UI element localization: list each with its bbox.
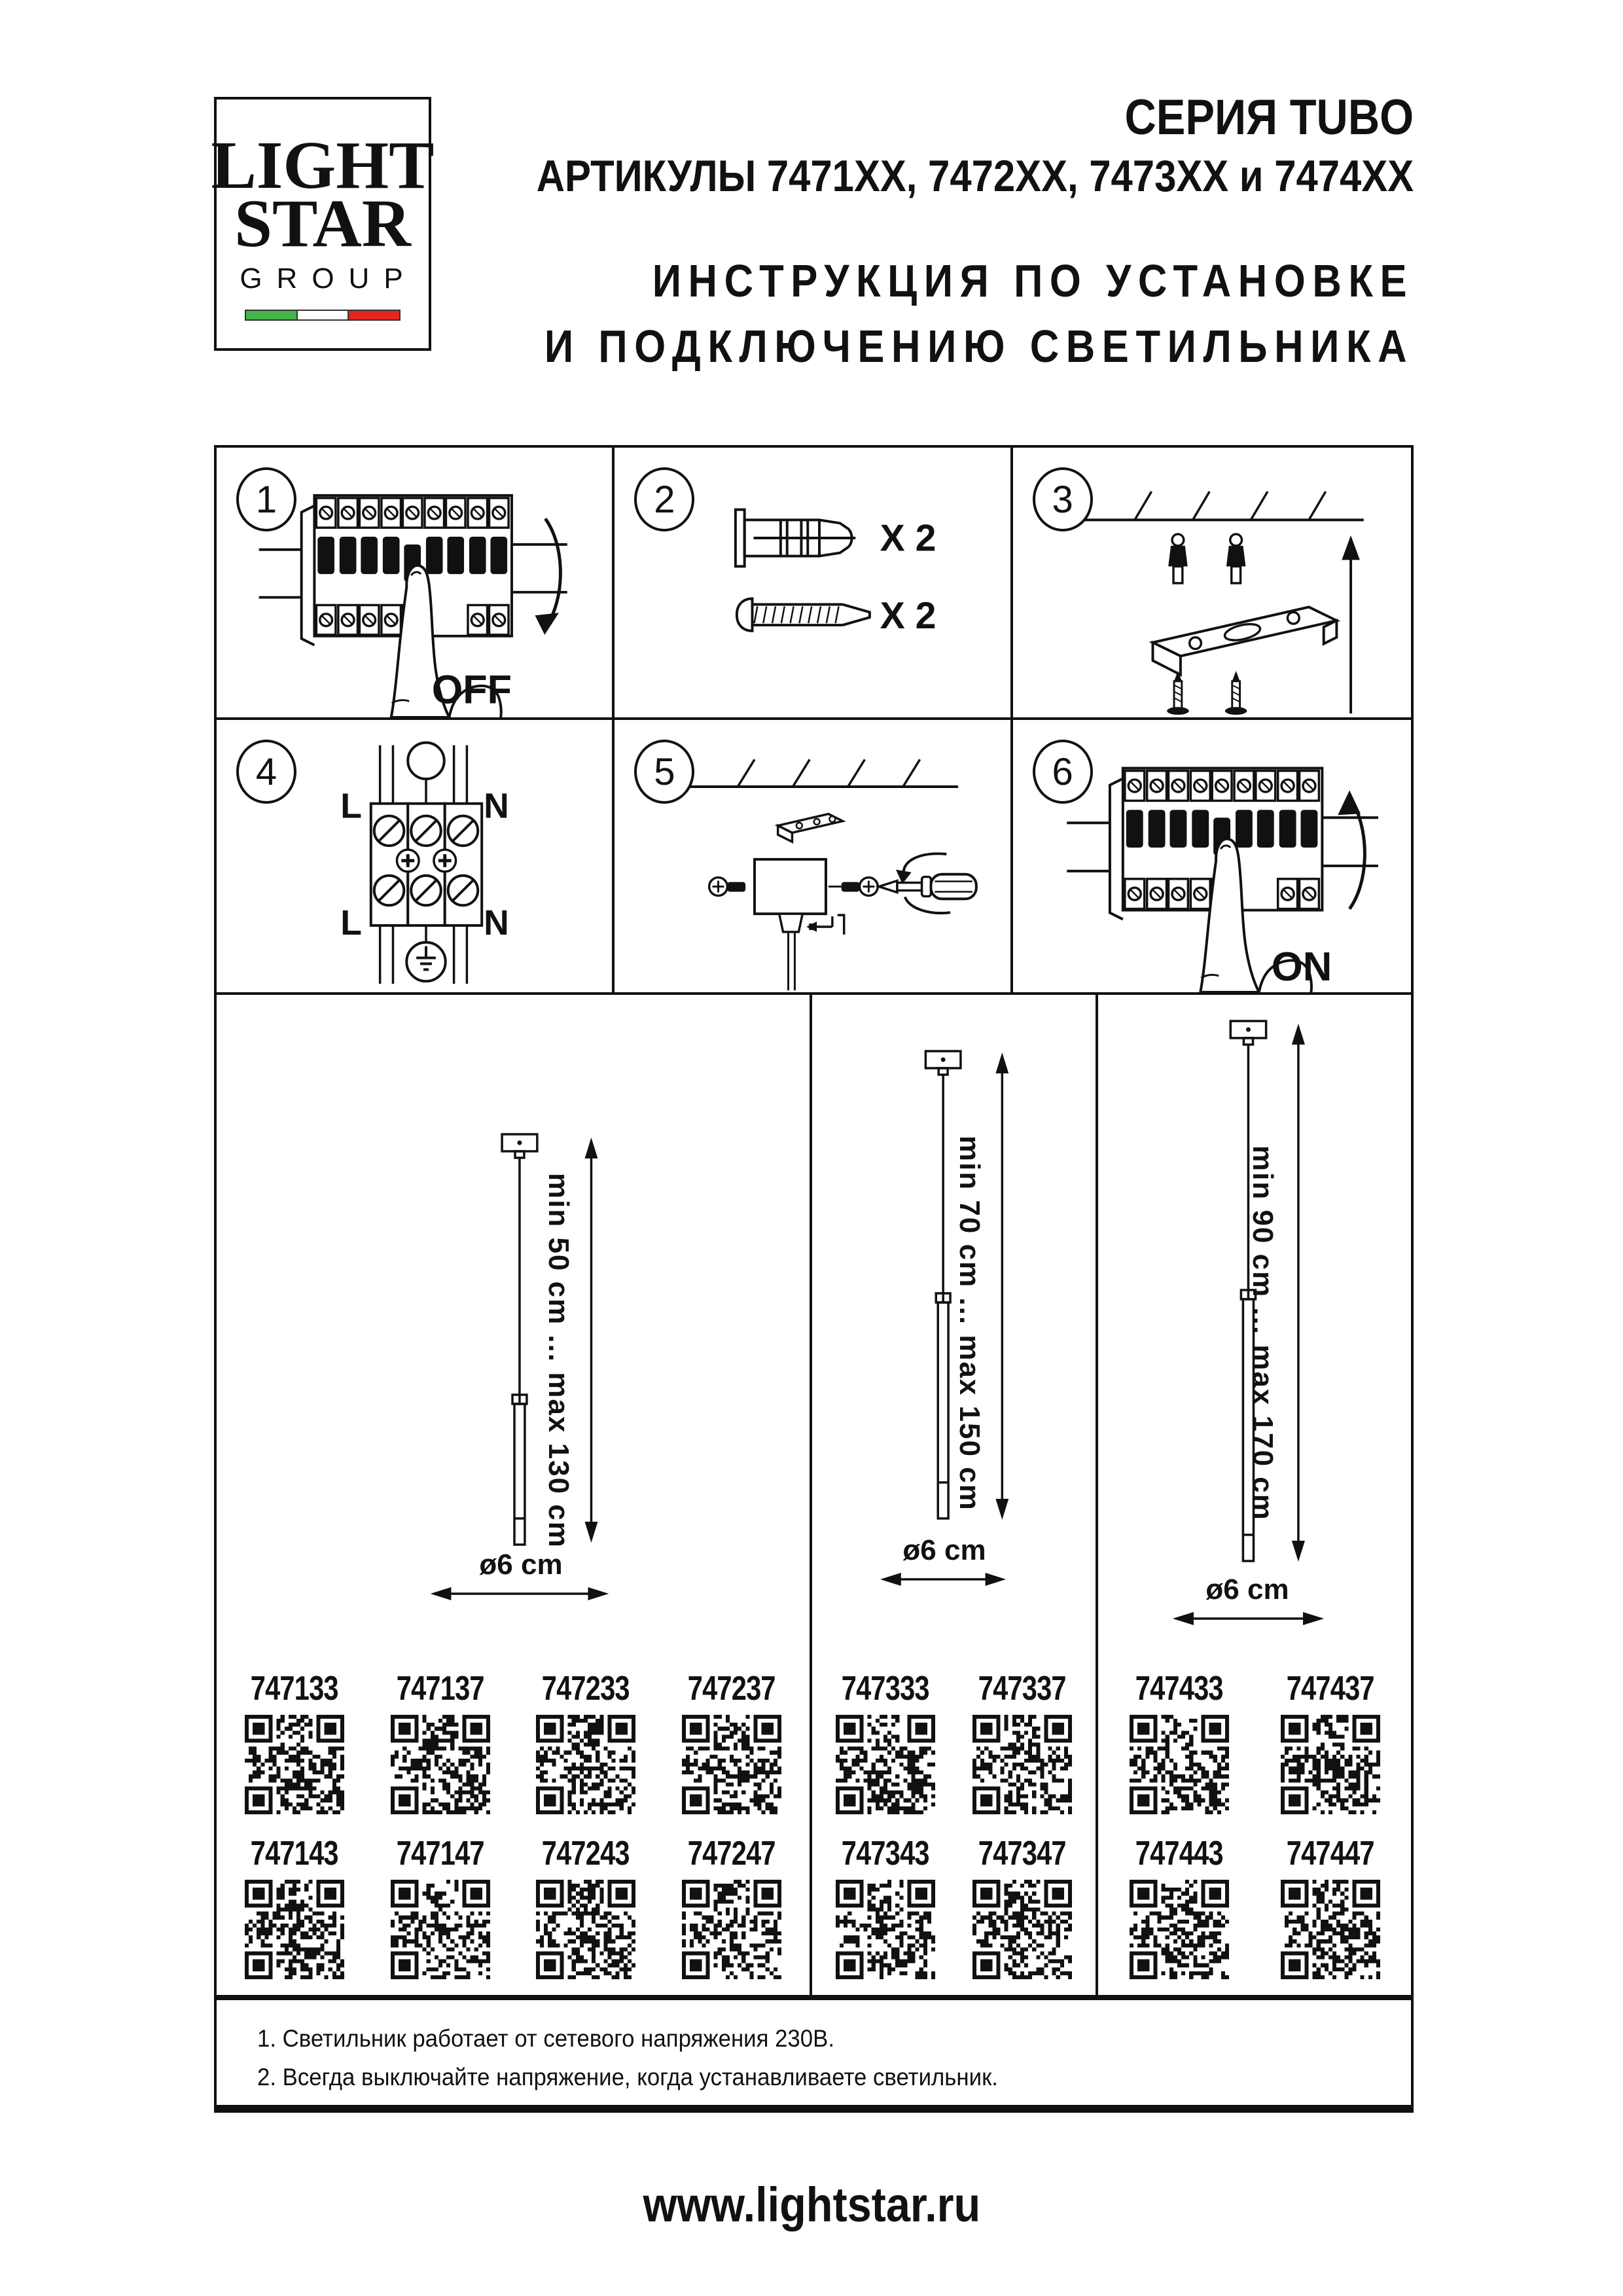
product-code-cell: [1124, 1834, 1234, 1979]
qr-code: [391, 1880, 490, 1979]
articles-line: АРТИКУЛЫ 7471ХХ, 7472ХХ, 7473ХХ и 7474ХХ: [536, 151, 1414, 201]
step-2-fixing-kit: [615, 448, 1012, 720]
product-code-cell: [830, 1834, 940, 1979]
product-code: 747233: [542, 1670, 630, 1708]
product-code: 747147: [396, 1835, 484, 1873]
flag-white-segment: [298, 311, 349, 319]
product-code-cell: [531, 1669, 641, 1814]
product-code-cell: [1275, 1834, 1385, 1979]
series-title: СЕРИЯ TUBO: [1124, 90, 1414, 145]
off-label: OFF: [431, 667, 512, 712]
pendant-drawing-zone-1: [217, 995, 810, 1662]
qr-code: [536, 1715, 635, 1814]
product-code-cell: [240, 1669, 349, 1814]
product-codes-variant-3: [1098, 1662, 1411, 1992]
lightstar-logo: [211, 97, 435, 351]
note-2: 2. Всегда выключайте напряжение, когда устанавливаете светильник.: [257, 2064, 998, 2090]
line-label-bottom: L: [340, 903, 362, 942]
product-code: 747143: [251, 1835, 339, 1873]
product-code: 747133: [251, 1670, 339, 1708]
product-code: 747443: [1135, 1835, 1223, 1873]
height-range-label: min 50 cm ... max 130 cm: [543, 1173, 575, 1549]
product-code: 747243: [542, 1835, 630, 1873]
step-6-power-on: [1013, 720, 1411, 992]
qr-code: [836, 1880, 935, 1979]
qr-code: [682, 1880, 781, 1979]
product-code: 747433: [1135, 1670, 1223, 1708]
step-3-mount-bracket: [1013, 448, 1411, 720]
qr-code: [245, 1880, 344, 1979]
step-number-badge: 1: [236, 467, 296, 531]
product-code: 747337: [978, 1670, 1066, 1708]
qr-code: [836, 1715, 935, 1814]
on-label: ON: [1271, 944, 1332, 990]
product-code: 747237: [687, 1670, 776, 1708]
product-code-cell: [1275, 1669, 1385, 1814]
qr-code: [1281, 1880, 1380, 1979]
screw-quantity-label: X 2: [880, 594, 936, 637]
footer: [0, 2177, 1623, 2233]
flag-red-segment: [349, 311, 399, 319]
product-codes-variant-2: [812, 1662, 1096, 1992]
qr-code: [682, 1715, 781, 1814]
product-codes-variant-1: [217, 1662, 810, 1992]
dowel-quantity-label: X 2: [880, 517, 936, 560]
qr-code: [1130, 1715, 1229, 1814]
product-code-cell: [967, 1834, 1077, 1979]
qr-code: [245, 1715, 344, 1814]
height-range-label: min 90 cm ... max 170 cm: [1247, 1145, 1279, 1521]
qr-code: [536, 1880, 635, 1979]
product-code-cell: [677, 1669, 787, 1814]
product-code-cell: [1124, 1669, 1234, 1814]
italian-flag-bar: [245, 310, 401, 321]
step-number-badge: 4: [236, 740, 296, 804]
product-code: 747347: [978, 1835, 1066, 1873]
instruction-title-line2: И ПОДКЛЮЧЕНИЮ СВЕТИЛЬНИКА: [544, 320, 1414, 372]
product-code: 747137: [396, 1670, 484, 1708]
qr-code: [972, 1715, 1072, 1814]
logo-word-light: LIGHT: [211, 128, 435, 203]
step-1-power-off: [217, 448, 615, 720]
step-number-badge: 2: [634, 467, 694, 531]
product-code: 747343: [842, 1835, 930, 1873]
step-number-badge: 6: [1033, 740, 1093, 804]
document-header: [417, 92, 1414, 370]
qr-code: [1281, 1715, 1380, 1814]
product-variant-3: [1098, 995, 1411, 1995]
website-url: www.lightstar.ru: [643, 2178, 980, 2232]
product-code: 747333: [842, 1670, 930, 1708]
product-code-cell: [830, 1669, 940, 1814]
product-code: 747437: [1286, 1670, 1374, 1708]
step-number-badge: 5: [634, 740, 694, 804]
logo-word-group: GROUP: [240, 262, 418, 295]
product-variants-section: [214, 995, 1414, 1998]
neutral-label-top: N: [484, 787, 509, 826]
product-code: 747447: [1286, 1835, 1374, 1873]
qr-code: [972, 1880, 1072, 1979]
installation-steps-grid: [214, 445, 1414, 995]
pendant-drawing-zone-3: [1098, 995, 1411, 1662]
safety-notes: [214, 1998, 1414, 2113]
line-label-top: L: [340, 787, 362, 826]
instruction-title-line1: ИНСТРУКЦИЯ ПО УСТАНОВКЕ: [652, 255, 1414, 307]
product-code-cell: [967, 1669, 1077, 1814]
height-range-label: min 70 cm ... max 150 cm: [954, 1136, 986, 1511]
product-code: 747247: [687, 1835, 776, 1873]
product-code-cell: [385, 1669, 495, 1814]
diameter-label: ø6 cm: [1205, 1573, 1289, 1605]
step-number-badge: 3: [1033, 467, 1093, 531]
logo-word-star: STAR: [234, 186, 411, 262]
step-5-fix-canopy: [615, 720, 1012, 992]
diameter-label: ø6 cm: [479, 1549, 563, 1581]
product-code-cell: [677, 1834, 787, 1979]
flag-green-segment: [246, 311, 298, 319]
product-code-cell: [531, 1834, 641, 1979]
qr-code: [391, 1715, 490, 1814]
qr-code: [1130, 1880, 1229, 1979]
step-4-wiring: [217, 720, 615, 992]
neutral-label-bottom: N: [484, 903, 509, 942]
product-code-cell: [385, 1834, 495, 1979]
product-variant-1: [217, 995, 812, 1995]
product-variant-2: [812, 995, 1098, 1995]
product-code-cell: [240, 1834, 349, 1979]
note-1: 1. Светильник работает от сетевого напряжения 230В.: [257, 2025, 834, 2052]
diameter-label: ø6 cm: [902, 1534, 986, 1566]
pendant-drawing-zone-2: [812, 995, 1096, 1662]
